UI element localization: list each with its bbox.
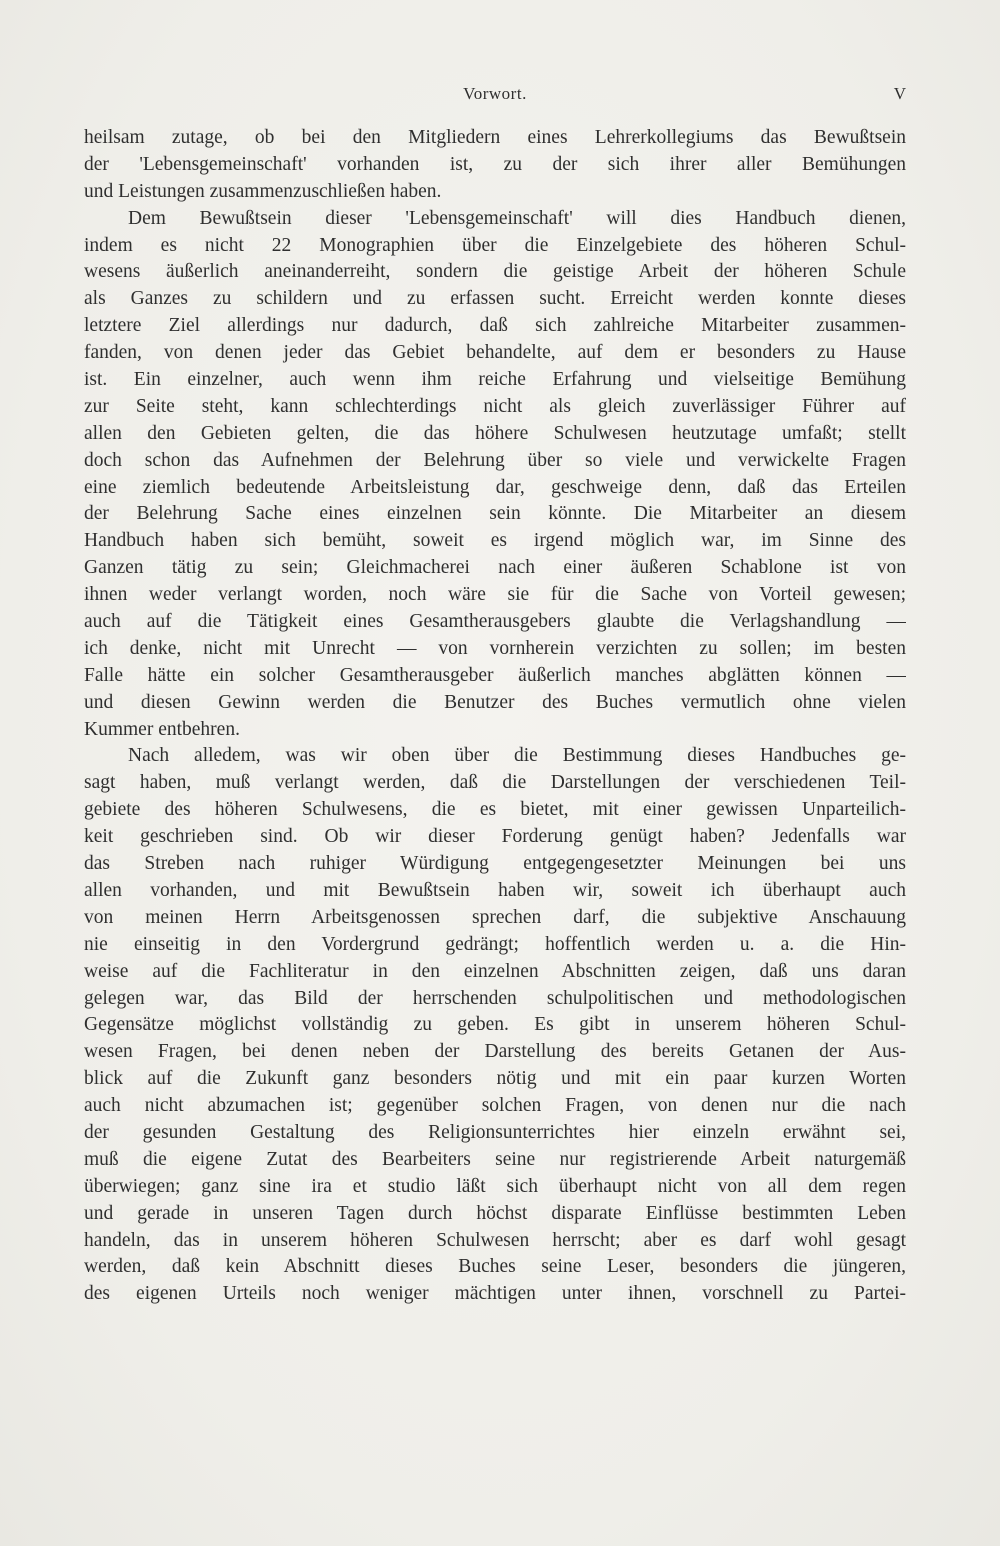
- text-line: wesen Fragen, bei denen neben der Darstellung des bereits Getanen der Aus-: [84, 1041, 906, 1063]
- text-line: auch nicht abzumachen ist; gegenüber solchen Fragen, von denen nur die nach: [84, 1095, 906, 1117]
- text-line: muß die eigene Zutat des Bearbeiters seine nur registrierende Arbeit naturgemäß: [84, 1148, 906, 1170]
- text-line: nie einseitig in den Vordergrund gedrängt; hoffentlich werden u. a. die Hin-: [84, 933, 906, 955]
- text-line: Falle hätte ein solcher Gesamtherausgeber äußerlich manches abglätten können —: [84, 664, 906, 686]
- text-line: Dem Bewußtsein dieser 'Lebensgemeinschaft' will dies Handbuch dienen,: [128, 207, 906, 229]
- text-line: handeln, das in unserem höheren Schulwesen herrscht; aber es darf wohl gesagt: [84, 1229, 906, 1251]
- text-line: ist. Ein einzelner, auch wenn ihm reiche Erfahrung und vielseitige Bemühung: [84, 369, 906, 391]
- text-line: das Streben nach ruhiger Würdigung entgegengesetzter Meinungen bei uns: [84, 853, 906, 875]
- text-line: heilsam zutage, ob bei den Mitgliedern eines Lehrerkollegiums das Bewußtsein: [84, 127, 906, 148]
- running-title: Vorwort.: [463, 84, 527, 103]
- text-line: weise auf die Fachliteratur in den einzelnen Abschnitten zeigen, daß uns daran: [84, 960, 906, 982]
- text-line: der 'Lebensgemeinschaft' vorhanden ist, zu der sich ihrer aller Bemühungen: [84, 153, 906, 175]
- text-line: Nach alledem, was wir oben über die Bestimmung dieses Handbuches ge-: [128, 745, 906, 767]
- text-line: zur Seite steht, kann schlechterdings nicht als gleich zuverlässiger Führer auf: [84, 395, 906, 417]
- text-line: ihnen weder verlangt worden, noch wäre sie für die Sache von Vorteil gewesen;: [84, 584, 906, 606]
- text-line: und gerade in unseren Tagen durch höchst disparate Einflüsse bestimmten Leben: [84, 1202, 906, 1224]
- text-line: werden, daß kein Abschnitt dieses Buches seine Leser, besonders die jüngeren,: [84, 1256, 906, 1278]
- text-line: indem es nicht 22 Monographien über die Einzelgebiete des höheren Schul-: [84, 234, 906, 256]
- text-line: und Leistungen zusammenzuschließen haben.: [84, 180, 442, 202]
- text-line: Gegensätze möglichst vollständig zu geben. Es gibt in unserem höheren Schul-: [84, 1014, 906, 1036]
- page-number: V: [893, 84, 906, 103]
- text-line: überwiegen; ganz sine ira et studio läßt sich überhaupt nicht von all dem regen: [84, 1175, 906, 1197]
- text-line: allen den Gebieten gelten, die das höhere Schulwesen heutzutage umfaßt; stellt: [84, 422, 906, 444]
- text-line: wesens äußerlich aneinanderreiht, sondern die geistige Arbeit der höheren Schule: [84, 261, 906, 283]
- running-head: [84, 84, 906, 110]
- text-line: keit geschrieben sind. Ob wir dieser Forderung genügt haben? Jedenfalls war: [84, 826, 906, 848]
- text-line: allen vorhanden, und mit Bewußtsein haben wir, soweit ich überhaupt auch: [84, 879, 906, 901]
- text-line: gebiete des höheren Schulwesens, die es bietet, mit einer gewissen Unparteilich-: [84, 799, 906, 821]
- text-line: auch auf die Tätigkeit eines Gesamtherausgebers glaubte die Verlagshandlung —: [84, 611, 906, 633]
- body-text: [84, 125, 906, 1308]
- text-line: von meinen Herrn Arbeitsgenossen sprechen darf, die subjektive Anschauung: [84, 906, 906, 928]
- text-line: letztere Ziel allerdings nur dadurch, daß sich zahlreiche Mitarbeiter zusammen-: [84, 315, 906, 337]
- text-line: ich denke, nicht mit Unrecht — von vornherein verzichten zu sollen; im besten: [84, 637, 906, 659]
- text-line: blick auf die Zukunft ganz besonders nötig und mit ein paar kurzen Worten: [84, 1068, 906, 1090]
- text-line: eine ziemlich bedeutende Arbeitsleistung dar, geschweige denn, daß das Erteilen: [84, 476, 906, 498]
- text-line: Ganzen tätig zu sein; Gleichmacherei nach einer äußeren Schablone ist von: [84, 557, 906, 579]
- text-line: des eigenen Urteils noch weniger mächtigen unter ihnen, vorschnell zu Partei-: [84, 1283, 906, 1305]
- text-line: sagt haben, muß verlangt werden, daß die Darstellungen der verschiedenen Teil-: [84, 772, 906, 794]
- text-line: und diesen Gewinn werden die Benutzer des Buches vermutlich ohne vielen: [84, 691, 906, 713]
- text-line: als Ganzes zu schildern und zu erfassen sucht. Erreicht werden konnte dieses: [84, 288, 906, 310]
- text-line: fanden, von denen jeder das Gebiet behandelte, auf dem er besonders zu Hause: [84, 342, 906, 364]
- text-line: gelegen war, das Bild der herrschenden schulpolitischen und methodologischen: [84, 987, 906, 1009]
- text-line: der gesunden Gestaltung des Religionsunterrichtes hier einzeln erwähnt sei,: [84, 1121, 906, 1143]
- text-line: der Belehrung Sache eines einzelnen sein könnte. Die Mitarbeiter an diesem: [84, 503, 906, 525]
- text-line: doch schon das Aufnehmen der Belehrung über so viele und verwickelte Fragen: [84, 449, 906, 471]
- text-line: Handbuch haben sich bemüht, soweit es irgend möglich war, im Sinne des: [84, 530, 906, 552]
- text-line: Kummer entbehren.: [84, 718, 240, 740]
